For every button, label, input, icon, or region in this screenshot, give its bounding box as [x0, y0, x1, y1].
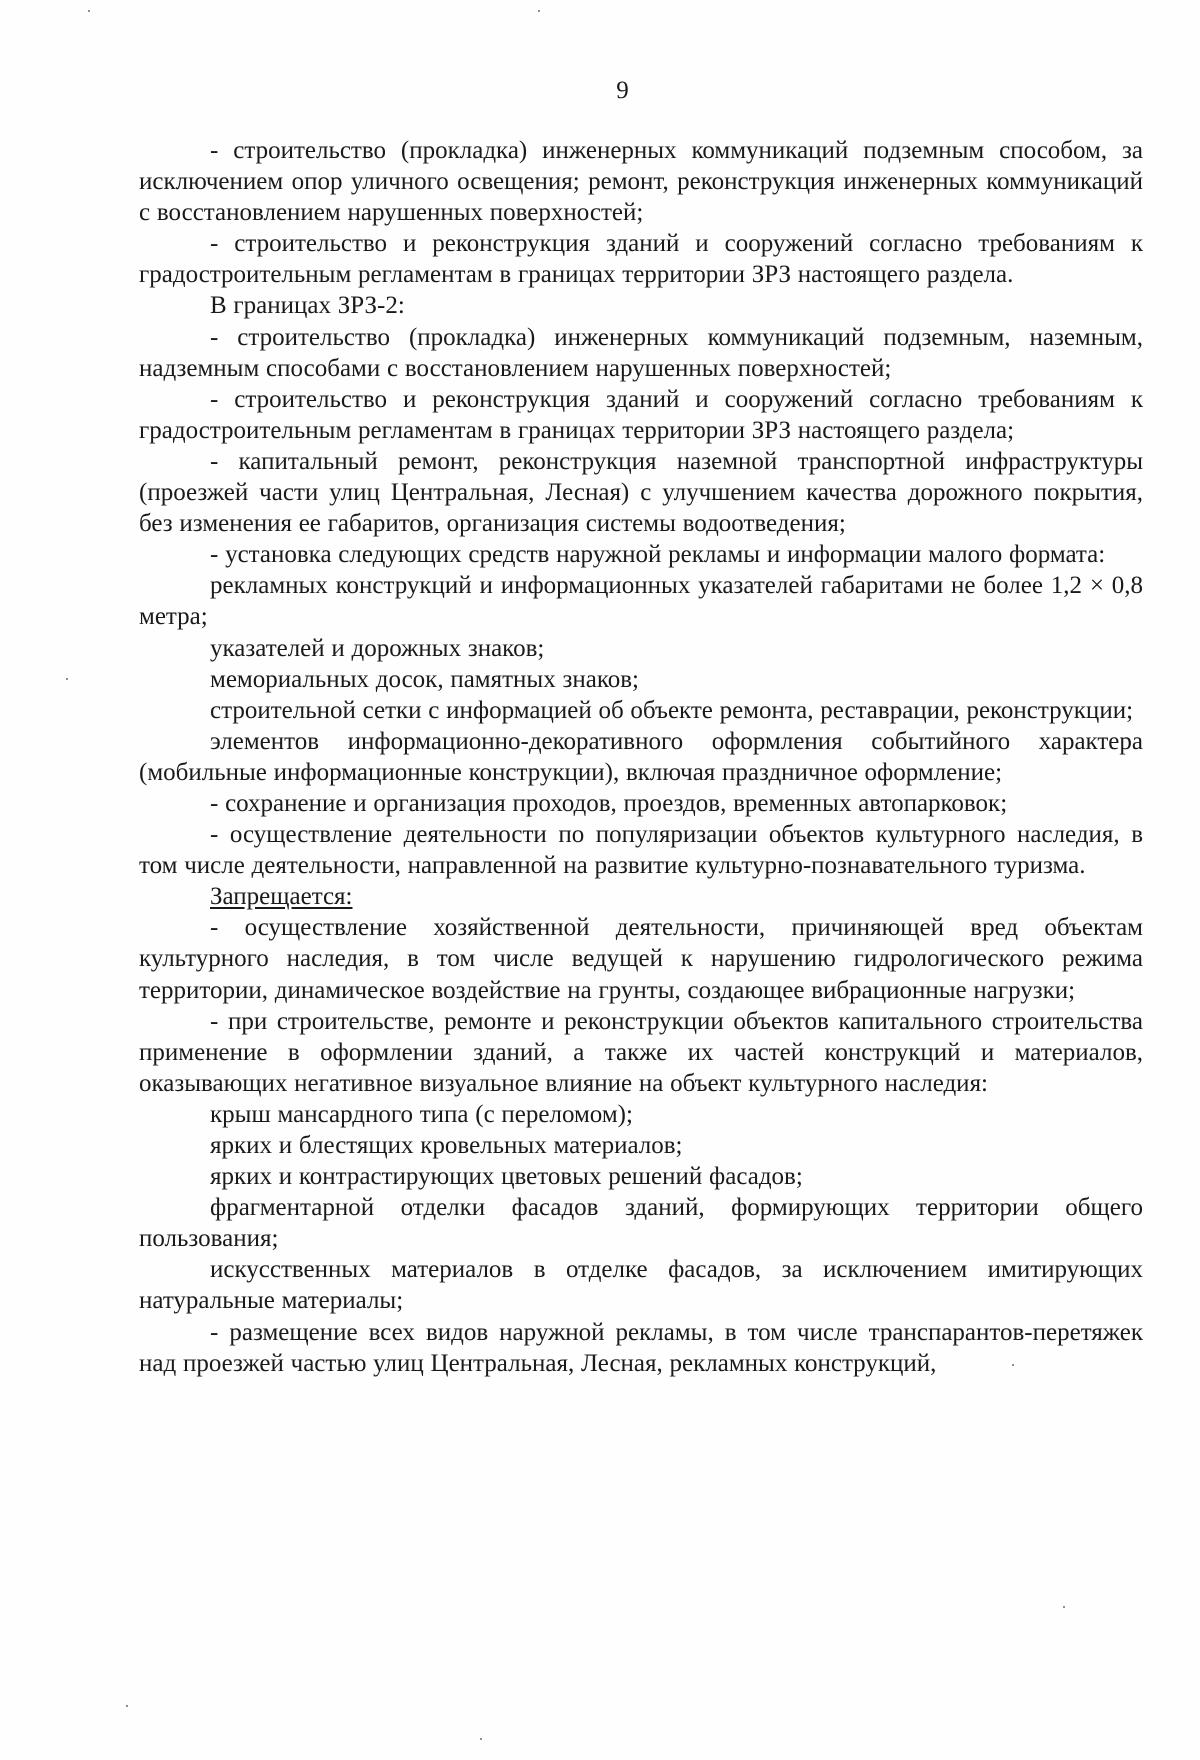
list-item: фрагментарной отделки фасадов зданий, формирующих территории общего пользования;	[139, 1194, 1143, 1253]
paragraph: - осуществление деятельности по популяризации объектов культурного наследия, в том числе деятельности, направленной на развитие культурно-познавательного туризма.	[139, 821, 1143, 880]
paragraph: - при строительстве, ремонте и реконструкции объектов капитального строительства применение в оформлении зданий, а также их частей конструкций и материалов, оказывающих негативное визуальное влияние на объект культурного наследия:	[139, 1007, 1143, 1097]
paragraph: - размещение всех видов наружной рекламы, в том числе транспарантов-перетяжек над проезжей частью улиц Центральная, Лесная, рекламных конструкций,	[139, 1318, 1143, 1377]
paragraph: - установка следующих средств наружной рекламы и информации малого формата:	[210, 541, 1106, 569]
list-item: мемориальных досок, памятных знаков;	[210, 665, 639, 693]
list-item: строительной сетки с информацией об объекте ремонта, реставрации, реконструкции;	[210, 696, 1134, 724]
paragraph: - строительство (прокладка) инженерных коммуникаций подземным способом, за исключением опор уличного освещения; ремонт, реконструкция инженерных коммуникаций с восстановлением нарушенных поверхностей;	[139, 137, 1143, 227]
scan-speck	[480, 1738, 482, 1740]
paragraph: - осуществление хозяйственной деятельности, причиняющей вред объектам культурного наследия, в том числе ведущей к нарушению гидрологического режима территории, динамическое воздействие на грунты, создающее вибрационные нагрузки;	[139, 914, 1143, 1004]
list-item: искусственных материалов в отделке фасадов, за исключением имитирующих натуральные материалы;	[139, 1256, 1143, 1315]
scan-speck	[1012, 1364, 1014, 1366]
prohibited-heading	[139, 881, 1143, 912]
prohibited-heading-text: Запрещается:	[210, 883, 353, 911]
list-item: ярких и блестящих кровельных материалов;	[210, 1132, 683, 1159]
section-heading: В границах ЗРЗ-2:	[210, 292, 405, 320]
list-item: крыш мансардного типа (с переломом);	[210, 1100, 633, 1128]
scan-speck	[538, 10, 540, 12]
list-item: ярких и контрастирующих цветовых решений фасадов;	[210, 1163, 803, 1191]
paragraph: - строительство (прокладка) инженерных коммуникаций подземным, наземным, надземным способами с восстановлением нарушенных поверхностей;	[139, 323, 1143, 382]
list-item: элементов информационно-декоративного оформления событийного характера (мобильные информационные конструкции), включая праздничное оформление;	[139, 727, 1143, 786]
page-number: 9	[616, 77, 629, 104]
scan-speck	[88, 10, 90, 12]
document-body	[139, 135, 1143, 1379]
paragraph: - строительство и реконструкция зданий и сооружений согласно требованиям к градостроительным регламентам в границах территории ЗРЗ настоящего раздела;	[139, 385, 1143, 444]
list-item: указателей и дорожных знаков;	[210, 634, 545, 662]
scan-speck	[1063, 1606, 1065, 1608]
scan-speck	[126, 1705, 128, 1707]
paragraph: - сохранение и организация проходов, проездов, временных автопарковок;	[210, 789, 1008, 817]
paragraph: - строительство и реконструкция зданий и сооружений согласно требованиям к градостроительным регламентам в границах территории ЗРЗ настоящего раздела.	[139, 230, 1143, 289]
scan-speck	[66, 678, 68, 680]
paragraph: - капитальный ремонт, реконструкция наземной транспортной инфраструктуры (проезжей части улиц Центральная, Лесная) с улучшением качества дорожного покрытия, без изменения ее габаритов, организация системы водоотведения;	[139, 447, 1143, 538]
list-item: рекламных конструкций и информационных указателей габаритами не более 1,2 × 0,8 метра;	[139, 572, 1143, 631]
